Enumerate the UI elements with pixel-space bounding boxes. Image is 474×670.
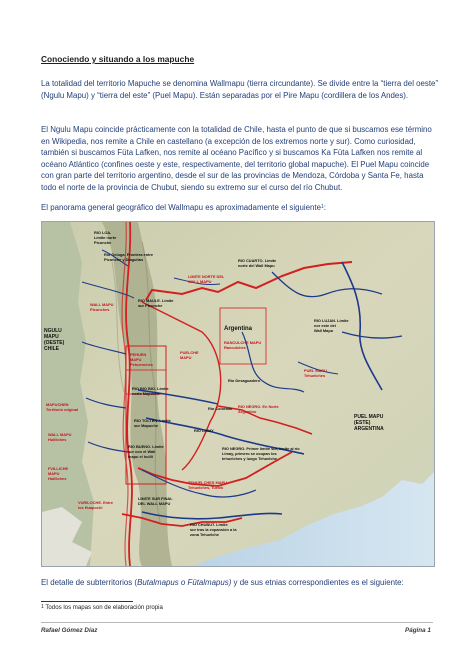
label-rio-bio-bio: RIO BIO BIO. Límite norte Mapuche	[132, 386, 169, 396]
label-puel-mapu-tehuelches: PUEL MAPU Tehuelches	[304, 368, 327, 378]
label-rio-bueno: RIO BUENO. Límite sur con el Wall mapu el huilli	[128, 444, 164, 459]
label-rio-ocupa: Río Ocluga. Frontera entre Picunche y Diaguitas	[104, 252, 154, 262]
footer-page-number: Página 1	[405, 627, 431, 634]
label-rio-chubut: RIO CHUBUT. Límite sur tras la expansión a la zona Tehuelche	[190, 522, 237, 537]
label-vuriloche: VURILOCHE. Entre los Huapochi	[78, 500, 114, 510]
label-pehuen-mapu: PEHUEN MAPU Pehuenches	[130, 352, 153, 367]
label-puel-mapu-este: PUEL MAPU (ESTE) ARGENTINA	[354, 414, 384, 432]
label-rio-negro-north: RIO NEGRO. En Norte Argentino	[238, 404, 279, 414]
footnote-text: Todos los mapas son de elaboración propia	[45, 604, 163, 611]
label-rio-limay: RIO LIMAY	[194, 428, 214, 433]
paragraph-ngulu-puel: El Ngulu Mapu coincide prácticamente con la totalidad de Chile, hasta el punto de que si buscamos ese término en Wikipedia, nos remite a Chile en castellano (a excepción de los extremos norte y sur). Como curiosidad, también si buscamos Füta Lafken, nos remite al océano Pacífico y si buscamos Ka Füta Lafken nos remite al océano Atlántico (confines oeste y este, respectivamente, del territorio global mapuche). El Puel Mapu coincide con gran parte del territorio argentino, desde el sur de las provincias de Mendoza, Córdoba y Santa Fe, hasta todo el norte de la provincia de Chubut, siendo su extremo sur el curso del río Chubut.	[41, 125, 432, 192]
footnote	[41, 604, 163, 611]
label-ngulu-mapu: NGULU MAPU (OESTE) CHILE	[44, 328, 65, 352]
label-rio-loa: RIO LOA. Límite norte Picunche	[94, 230, 117, 245]
panorama-text: El panorama general geográfico del Wallmapu es aproximadamente el siguiente	[41, 203, 321, 212]
footnote-number: 1	[41, 604, 44, 610]
paragraph-wallmapu: La totalidad del territorio Mapuche se denomina Wallmapu (tierra circundante). Se divide entre la “tierra del oeste” (Ngulu Mapu) y “tierra del este” (Puel Mapu). Están separadas por el Pire Mapu (cordillera de los Andes).	[41, 79, 439, 100]
subterritory-intro	[41, 578, 404, 587]
page-heading: Conociendo y situando a los mapuche	[41, 54, 195, 64]
label-rio-colorado: Río Colorado	[208, 406, 233, 411]
label-rio-desaguadero: Río Desaguadero	[228, 378, 260, 383]
label-rio-tolten: RIO TOLTEN. Límite sur Mapuche	[134, 418, 171, 428]
paragraph-panorama	[41, 202, 439, 214]
label-puelche-mapu: PUELCHE MAPU	[180, 350, 199, 360]
label-argentina: Argentina	[224, 326, 253, 332]
label-wallmapu-picunches: WALL MAPU Picunches	[90, 302, 114, 312]
label-rio-negro-south: RIO NEGRO. Primer límite sur, límite al río Limay, primero se ocupan los tehuelches y luego Tehuelche	[222, 446, 300, 461]
subterritory-text-1: El detalle de subterritorios (	[41, 578, 138, 587]
subterritory-italic: Butalmapus o Fütalmapus)	[137, 578, 232, 587]
label-rio-maule: RIO MAULE. Límite sur Picunche	[138, 298, 174, 308]
label-rio-cuarto: RIO CUARTO. Límite norte del Wall Mapu	[238, 258, 277, 268]
footnote-separator	[41, 601, 133, 602]
map-canvas	[42, 222, 434, 566]
footer-author: Rafael Gómez Díaz	[41, 627, 98, 634]
label-wallmapu-huilliches: WALL MAPU Huilliches	[48, 432, 72, 442]
label-limite-norte: LIMITE NORTE DEL WALL MAPU	[188, 274, 225, 284]
label-limite-sur-final: LIMITE SUR FINAL DEL WALL MAPU	[138, 496, 173, 506]
label-ranculche: RANCULCHE MAPU Ranculches	[224, 340, 262, 350]
label-fvilliche-mapu: FVILLICHE MAPU Huilliches	[48, 466, 69, 481]
panorama-end: :	[323, 203, 326, 212]
footnote-ref: 1	[321, 204, 324, 210]
label-tehuelches-mapu: TEHUELCHES MAPU Tehuelches, Tuelek	[188, 480, 227, 490]
label-mapuchen: MAPUCHEN Territorio original	[46, 402, 79, 412]
subterritory-text-2: y de sus etnias correspondientes es el siguiente:	[231, 578, 404, 587]
footer-rule	[41, 622, 433, 623]
wallmapu-map	[41, 221, 435, 567]
label-rio-lujan: RIO LUJAN. Límite nor este del Wall Mapu	[314, 318, 349, 333]
